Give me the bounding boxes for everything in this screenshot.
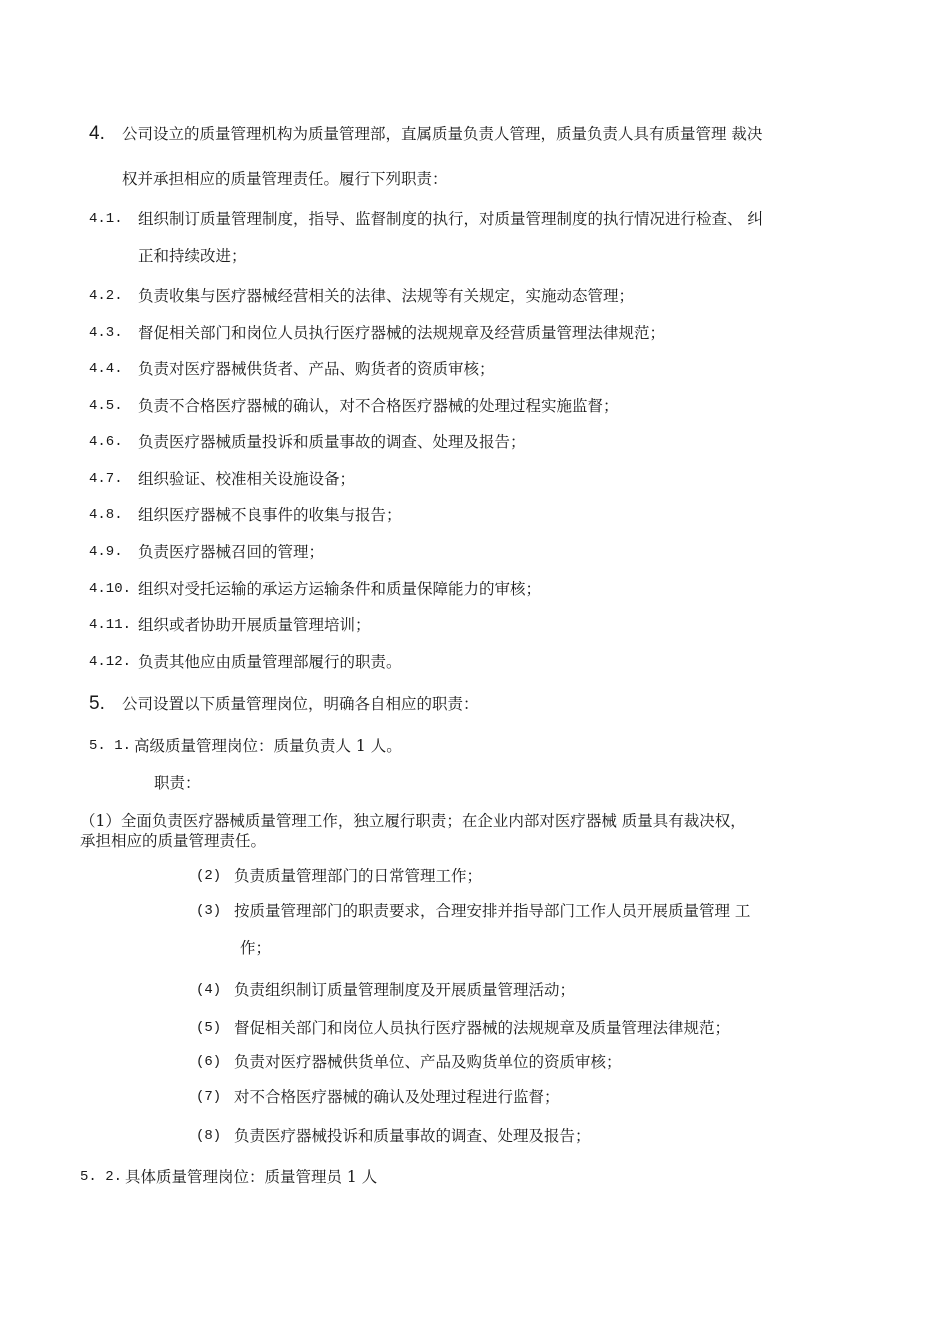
section-5-heading: 公司设置以下质量管理岗位，明确各自相应的职责：	[122, 695, 479, 713]
duty-8-number: (8)	[196, 1128, 222, 1144]
duty-6-text: 负责对医疗器械供货单位、产品及购货单位的资质审核；	[234, 1053, 622, 1071]
item-4-10-number: 4.10.	[89, 581, 132, 597]
item-4-6-number: 4.6.	[89, 434, 123, 450]
section-5-number: 5.	[89, 693, 105, 714]
duty-1-line2: 承担相应的质量管理责任。	[80, 832, 267, 850]
duty-6-number: (6)	[196, 1054, 222, 1070]
duty-3-text: 按质量管理部门的职责要求，合理安排并指导部门工作人员开展质量管理 工	[234, 902, 751, 920]
duty-7-text: 对不合格医疗器械的确认及处理过程进行监督；	[234, 1088, 560, 1106]
item-4-12-number: 4.12.	[89, 654, 132, 670]
duty-label: 职责：	[154, 774, 201, 792]
sub-5-1-number: 5. 1.	[89, 738, 132, 754]
duty-1-line1: （1）全面负责医疗器械质量管理工作，独立履行职责；在企业内部对医疗器械 质量具有裁决权，	[80, 812, 746, 830]
sub-5-1-text: 高级质量管理岗位：质量负责人 1 人。	[134, 737, 402, 755]
item-4-4-text: 负责对医疗器械供货者、产品、购货者的资质审核；	[138, 360, 495, 378]
item-4-3-number: 4.3.	[89, 325, 123, 341]
duty-2-number: (2)	[196, 868, 222, 884]
item-4-9-number: 4.9.	[89, 544, 123, 560]
sub-5-2-text: 具体质量管理岗位：质量管理员 1 人	[125, 1168, 378, 1186]
duty-8-text: 负责医疗器械投诉和质量事故的调查、处理及报告；	[234, 1127, 591, 1145]
duty-5-text: 督促相关部门和岗位人员执行医疗器械的法规规章及质量管理法律规范；	[234, 1019, 731, 1037]
item-4-10-text: 组织对受托运输的承运方运输条件和质量保障能力的审核；	[138, 580, 542, 598]
item-4-2-text: 负责收集与医疗器械经营相关的法律、法规等有关规定，实施动态管理；	[138, 287, 635, 305]
item-4-7-number: 4.7.	[89, 471, 123, 487]
item-4-5-text: 负责不合格医疗器械的确认，对不合格医疗器械的处理过程实施监督；	[138, 397, 619, 415]
item-4-1-text: 组织制订质量管理制度，指导、监督制度的执行，对质量管理制度的执行情况进行检查、 纠	[138, 210, 763, 228]
duty-2-text: 负责质量管理部门的日常管理工作；	[234, 867, 483, 885]
duty-7-number: (7)	[196, 1089, 222, 1105]
item-4-1-number: 4.1.	[89, 211, 123, 227]
item-4-7-text: 组织验证、校准相关设施设备；	[138, 470, 356, 488]
item-4-4-number: 4.4.	[89, 361, 123, 377]
item-4-11-text: 组织或者协助开展质量管理培训；	[138, 616, 371, 634]
section-4-number: 4.	[89, 123, 105, 144]
item-4-12-text: 负责其他应由质量管理部履行的职责。	[138, 653, 402, 671]
section-4-intro-line1: 公司设立的质量管理机构为质量管理部，直属质量负责人管理，质量负责人具有质量管理 裁决	[122, 125, 763, 143]
item-4-5-number: 4.5.	[89, 398, 123, 414]
item-4-6-text: 负责医疗器械质量投诉和质量事故的调查、处理及报告；	[138, 433, 526, 451]
item-4-11-number: 4.11.	[89, 617, 132, 633]
duty-3-number: (3)	[196, 903, 222, 919]
item-4-8-number: 4.8.	[89, 507, 123, 523]
item-4-8-text: 组织医疗器械不良事件的收集与报告；	[138, 506, 402, 524]
item-4-2-number: 4.2.	[89, 288, 123, 304]
duty-3-continuation: 作；	[240, 939, 272, 957]
item-4-1-continuation: 正和持续改进；	[138, 247, 247, 265]
duty-5-number: (5)	[196, 1020, 222, 1036]
duty-4-number: (4)	[196, 982, 222, 998]
section-4-intro-line2: 权并承担相应的质量管理责任。履行下列职责：	[122, 170, 448, 188]
duty-4-text: 负责组织制订质量管理制度及开展质量管理活动；	[234, 981, 576, 999]
item-4-3-text: 督促相关部门和岗位人员执行医疗器械的法规规章及经营质量管理法律规范；	[138, 324, 666, 342]
item-4-9-text: 负责医疗器械召回的管理；	[138, 543, 325, 561]
sub-5-2-number: 5. 2.	[80, 1169, 123, 1185]
